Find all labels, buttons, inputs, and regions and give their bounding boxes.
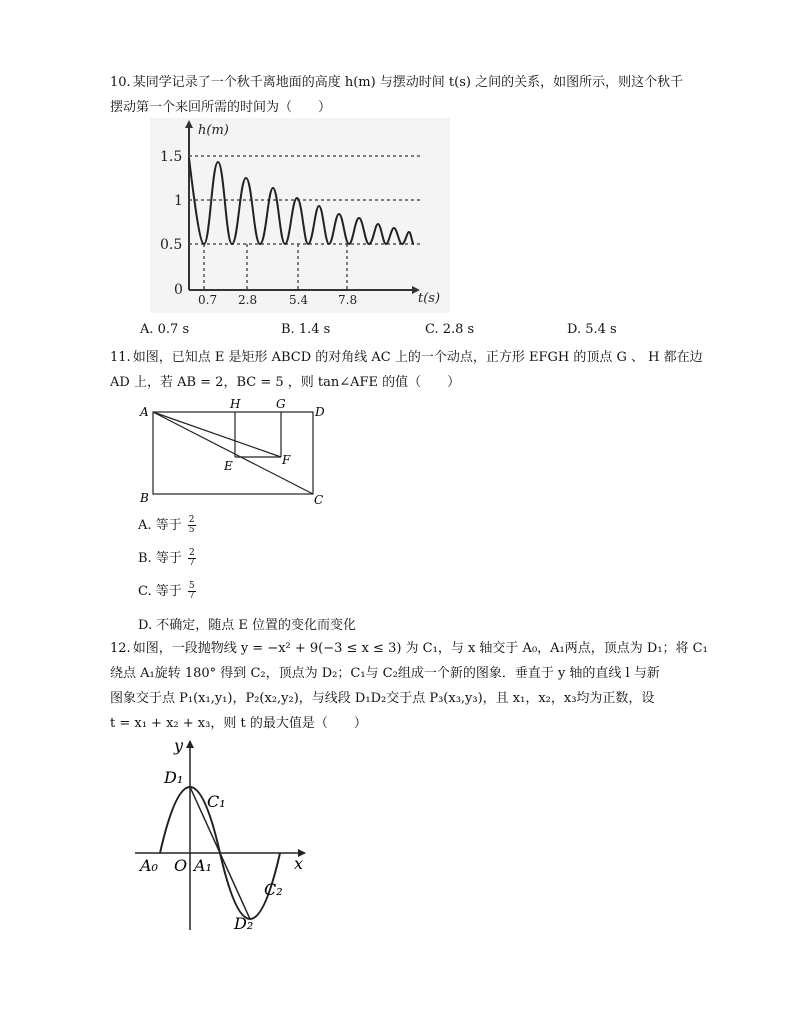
origin-label: 0 (174, 282, 183, 298)
label-o: O (174, 856, 188, 875)
label-d2: D₂ (234, 914, 254, 933)
label-e: E (224, 459, 233, 473)
label-d1: D₁ (164, 768, 184, 787)
question-number: 11. (110, 350, 131, 365)
option-a[interactable]: A. 0.7 s (140, 322, 190, 337)
question-12-stem-line4: t = x₁ + x₂ + x₃，则 t 的最大值是（ ） (110, 716, 367, 731)
x-tick-7-8: 7.8 (338, 293, 358, 307)
label-a: A (140, 405, 149, 419)
y-tick-1: 1 (174, 193, 183, 209)
question-10 (110, 70, 710, 120)
option-a[interactable]: A. 等于 $\frac{2}{5}$ (138, 515, 195, 535)
segment-af (153, 412, 281, 457)
label-a0: A₀ (140, 856, 158, 875)
label-f: F (282, 453, 291, 467)
label-b: B (140, 491, 149, 505)
option-c[interactable]: C. 等于 $\frac{5}{7}$ (138, 581, 195, 601)
label-c1: C₁ (207, 792, 226, 811)
question-number: 10. (110, 75, 131, 90)
x-tick-2-8: 2.8 (238, 293, 258, 307)
question-10-stem-line1: 10. 某同学记录了一个秋千离地面的高度 h(m) 与摆动时间 t(s) 之间的关系，如图所示，则这个秋千 (110, 75, 684, 90)
fraction: $\frac{2}{5}$ (188, 515, 195, 535)
question-10-stem-line2: 摆动第一个来回所需的时间为（ ） (110, 100, 332, 115)
label-g: G (276, 397, 286, 411)
label-h: H (230, 397, 241, 411)
option-d[interactable]: D. 5.4 s (567, 322, 617, 337)
label-y: y (174, 736, 184, 755)
swing-height-graph (150, 118, 450, 313)
option-c[interactable]: C. 2.8 s (425, 322, 475, 337)
question-11-stem-line2: AD 上，若 AB = 2，BC = 5 ，则 tan∠AFE 的值（ ） (110, 375, 461, 390)
fraction: $\frac{5}{7}$ (188, 581, 195, 601)
question-10-options (140, 322, 700, 342)
question-11-stem-line1: 11. 如图，已知点 E 是矩形 ABCD 的对角线 AC 上的一个动点，正方形 EFGH 的顶点 G 、 H 都在边 (110, 350, 703, 365)
x-tick-0-7: 0.7 (198, 293, 218, 307)
question-12-stem-line1: 12. 如图，一段抛物线 y = −x² + 9(−3 ≤ x ≤ 3) 为 C₁，与 x 轴交于 A₀，A₁两点，顶点为 D₁；将 C₁ (110, 641, 708, 656)
label-a1: A₁ (194, 856, 212, 875)
question-12-stem-line2: 绕点 A₁旋转 180° 得到 C₂，顶点为 D₂；C₁与 C₂组成一个新的图象．垂直于 y 轴的直线 l 与新 (110, 666, 660, 681)
label-c: C (314, 493, 324, 506)
fraction: $\frac{2}{7}$ (188, 548, 195, 568)
x-tick-5-4: 5.4 (289, 293, 309, 307)
rectangle-square-figure (138, 396, 338, 506)
question-12 (110, 636, 710, 736)
y-tick-0-5: 0.5 (160, 237, 183, 253)
option-b[interactable]: B. 等于 $\frac{2}{7}$ (138, 548, 195, 568)
label-c2: C₂ (264, 880, 283, 899)
parabola-figure (130, 735, 315, 935)
question-12-stem-line3: 图象交于点 P₁(x₁,y₁)，P₂(x₂,y₂)，与线段 D₁D₂交于点 P₃(x₃,y₃)，且 x₁，x₂，x₃均为正数，设 (110, 691, 655, 706)
question-number: 12. (110, 641, 131, 656)
label-x: x (294, 854, 304, 873)
option-d[interactable]: D. 不确定，随点 E 位置的变化而变化 (138, 618, 356, 633)
x-axis-label: t(s) (418, 291, 441, 306)
y-tick-1-5: 1.5 (160, 149, 183, 165)
question-11 (110, 345, 710, 395)
option-b[interactable]: B. 1.4 s (281, 322, 331, 337)
label-d: D (315, 405, 325, 419)
y-axis-label: h(m) (198, 123, 229, 138)
